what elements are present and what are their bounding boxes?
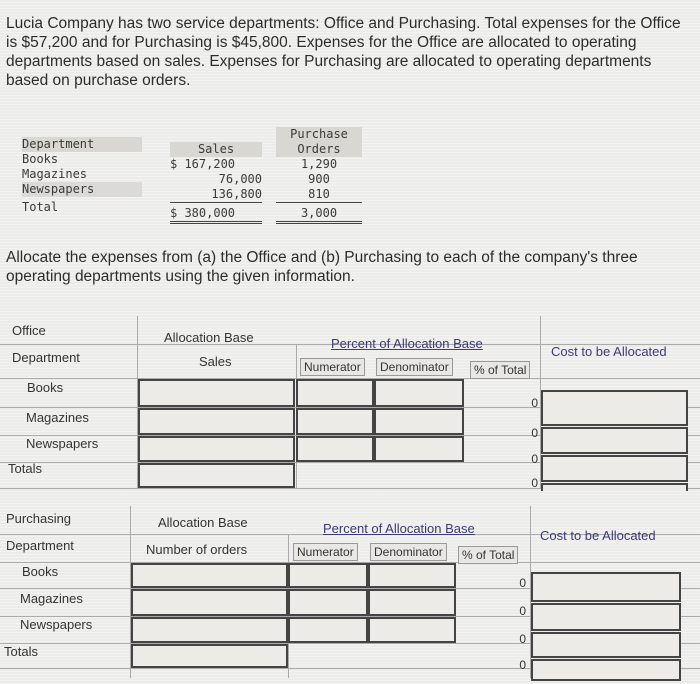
office-totals-pct: 0 bbox=[531, 476, 538, 490]
purchasing-newspapers-denominator-input[interactable] bbox=[368, 617, 456, 643]
office-magazines-cost-input[interactable] bbox=[541, 427, 688, 454]
dept-row-books: Books bbox=[22, 152, 59, 166]
purchasing-row-books: Books bbox=[22, 564, 59, 579]
office-totals-label: Totals bbox=[8, 461, 42, 476]
purchasing-row-magazines: Magazines bbox=[20, 591, 83, 606]
office-percent-header: Percent of Allocation Base bbox=[331, 336, 483, 351]
purchasing-allocation-grid bbox=[0, 506, 700, 684]
purchasing-magazines-numerator-input[interactable] bbox=[288, 589, 368, 616]
po-newspapers: 810 bbox=[276, 187, 362, 203]
sales-header: Sales bbox=[170, 142, 262, 157]
purchasing-denominator-header: Denominator bbox=[370, 543, 447, 561]
office-alloc-base-label: Allocation Base bbox=[164, 330, 254, 345]
office-numerator-header: Numerator bbox=[300, 358, 365, 376]
dept-total: Total bbox=[22, 200, 59, 214]
office-pct-total-header: % of Total bbox=[470, 361, 530, 379]
office-totals-cost-input[interactable] bbox=[541, 483, 688, 491]
office-title: Office bbox=[12, 323, 46, 338]
purchasing-title: Purchasing bbox=[6, 511, 72, 526]
purchasing-newspapers-alloc-base-input[interactable] bbox=[131, 617, 288, 643]
office-denominator-header: Denominator bbox=[376, 358, 453, 376]
office-alloc-base-value: Sales bbox=[199, 354, 232, 369]
problem-text: Lucia Company has two service departments: Office and Purchasing. Total expenses for the Office is $57,200 and for Purchasing is $45,800. Expenses for the Office are allocated to operating departments based on sales. Expenses for Purchasing are allocated to operating departments based on purchase orders. bbox=[6, 15, 681, 89]
office-row-magazines: Magazines bbox=[26, 410, 89, 425]
po-total: 3,000 bbox=[276, 206, 362, 224]
sales-newspapers: 136,800 bbox=[170, 187, 262, 203]
purchasing-magazines-alloc-base-input[interactable] bbox=[131, 589, 288, 616]
purchasing-alloc-base-value: Number of orders bbox=[146, 542, 248, 557]
office-books-alloc-base-input[interactable] bbox=[138, 379, 295, 407]
purchasing-totals-label: Totals bbox=[4, 644, 38, 659]
office-newspapers-pct: 0 bbox=[531, 452, 538, 466]
office-books-denominator-input[interactable] bbox=[374, 379, 464, 407]
po-magazines: 900 bbox=[308, 172, 330, 186]
purchasing-alloc-base-label: Allocation Base bbox=[158, 515, 248, 530]
office-newspapers-denominator-input[interactable] bbox=[374, 436, 464, 462]
instruction-text: Allocate the expenses from (a) the Office and (b) Purchasing to each of the company's three operating departments using the given information. bbox=[6, 249, 638, 285]
purchasing-row-newspapers: Newspapers bbox=[20, 617, 93, 632]
purchasing-books-numerator-input[interactable] bbox=[288, 563, 368, 588]
office-allocation-grid bbox=[0, 316, 700, 496]
office-magazines-pct: 0 bbox=[531, 426, 538, 440]
po-header-2: Orders bbox=[276, 142, 362, 157]
office-row-books: Books bbox=[27, 380, 64, 395]
office-newspapers-cost-input[interactable] bbox=[541, 455, 688, 482]
office-dept-label: Department bbox=[12, 350, 80, 365]
purchasing-totals-alloc-base-input[interactable] bbox=[131, 644, 288, 668]
office-magazines-denominator-input[interactable] bbox=[374, 408, 464, 435]
dept-row-newspapers: Newspapers bbox=[22, 182, 142, 197]
purchasing-totals-cost-input[interactable] bbox=[531, 659, 681, 681]
sales-books: $ 167,200 bbox=[170, 157, 236, 171]
dept-header: Department bbox=[22, 137, 142, 152]
purchasing-newspapers-numerator-input[interactable] bbox=[288, 617, 368, 643]
purchasing-books-cost-input[interactable] bbox=[531, 572, 681, 602]
office-newspapers-numerator-input[interactable] bbox=[296, 436, 374, 462]
purchasing-magazines-cost-input[interactable] bbox=[531, 603, 681, 631]
purchasing-numerator-header: Numerator bbox=[293, 543, 358, 561]
dept-row-magazines: Magazines bbox=[22, 167, 88, 181]
data-table-sales-column bbox=[170, 142, 262, 224]
sales-magazines: 76,000 bbox=[218, 172, 262, 186]
purchasing-newspapers-pct: 0 bbox=[519, 632, 526, 646]
purchasing-magazines-denominator-input[interactable] bbox=[368, 589, 456, 616]
po-header-1: Purchase bbox=[276, 127, 362, 142]
po-books: 1,290 bbox=[300, 157, 338, 171]
sales-total: $ 380,000 bbox=[170, 206, 262, 224]
office-cost-header: Cost to be Allocated bbox=[551, 344, 667, 359]
purchasing-books-denominator-input[interactable] bbox=[368, 563, 456, 588]
office-magazines-numerator-input[interactable] bbox=[296, 408, 374, 435]
purchasing-cost-header: Cost to be Allocated bbox=[540, 528, 656, 543]
purchasing-books-alloc-base-input[interactable] bbox=[131, 563, 288, 588]
data-table-po-column bbox=[276, 127, 362, 224]
office-newspapers-alloc-base-input[interactable] bbox=[138, 436, 295, 462]
office-books-cost-input[interactable] bbox=[541, 390, 688, 426]
office-magazines-alloc-base-input[interactable] bbox=[138, 408, 295, 435]
purchasing-magazines-pct: 0 bbox=[519, 604, 526, 618]
purchasing-pct-total-header: % of Total bbox=[458, 546, 518, 564]
office-row-newspapers: Newspapers bbox=[26, 436, 99, 451]
purchasing-books-pct: 0 bbox=[519, 576, 526, 590]
purchasing-totals-pct: 0 bbox=[519, 658, 526, 672]
purchasing-percent-header: Percent of Allocation Base bbox=[323, 521, 475, 536]
purchasing-dept-label: Department bbox=[6, 538, 74, 553]
office-books-pct: 0 bbox=[531, 396, 538, 410]
office-totals-alloc-base-input[interactable] bbox=[138, 463, 295, 488]
data-table-department-column bbox=[22, 137, 142, 215]
purchasing-newspapers-cost-input[interactable] bbox=[531, 632, 681, 658]
office-books-numerator-input[interactable] bbox=[296, 379, 374, 407]
